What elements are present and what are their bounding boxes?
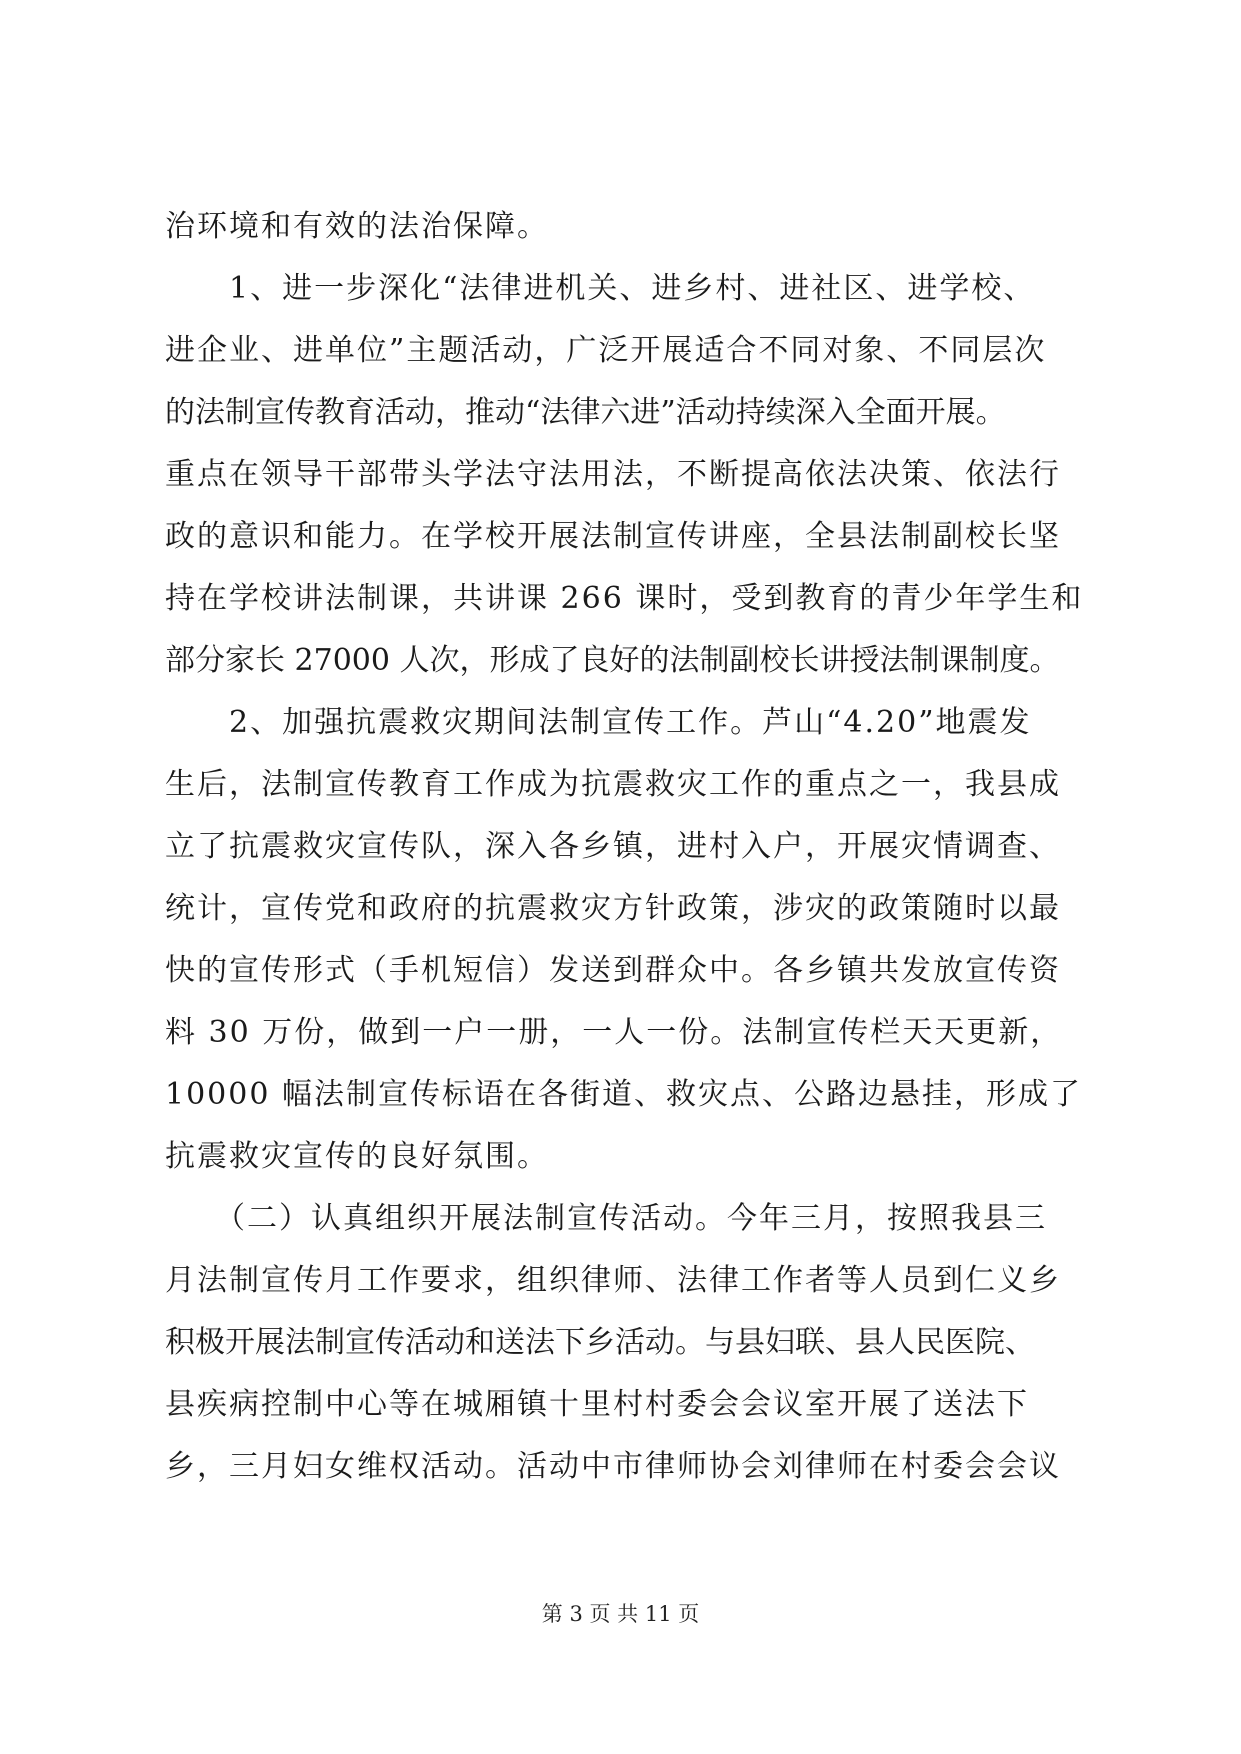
paragraph-start-line: 1、进一步深化“法律进机关、进乡村、进社区、进学校、 [229,271,1036,306]
text-line: 生后，法制宣传教育工作成为抗震救灾工作的重点之一，我县成 [165,767,1061,802]
text-line: 持在学校讲法制课，共讲课 266 课时，受到教育的青少年学生和 [165,581,1084,616]
text-line: 料 30 万份，做到一户一册，一人一份。法制宣传栏天天更新， [165,1015,1063,1050]
text-line: 统计，宣传党和政府的抗震救灾方针政策，涉灾的政策随时以最 [165,891,1061,926]
page-number-footer: 第 3 页 共 11 页 [541,1602,700,1626]
text-line: 月法制宣传月工作要求，组织律师、法律工作者等人员到仁义乡 [165,1263,1061,1298]
text-line: 抗震救灾宣传的良好氛围。 [165,1139,549,1174]
text-line: 进企业、进单位”主题活动，广泛开展适合不同对象、不同层次 [165,333,1047,368]
text-line: 快的宣传形式（手机短信）发送到群众中。各乡镇共发放宣传资 [165,953,1061,988]
paragraph-start-line: （二）认真组织开展法制宣传活动。今年三月，按照我县三 [215,1201,1047,1236]
text-line: 县疾病控制中心等在城厢镇十里村村委会会议室开展了送法下 [165,1387,1029,1422]
text-line: 立了抗震救灾宣传队，深入各乡镇，进村入户，开展灾情调查、 [165,829,1061,864]
text-line: 积极开展法制宣传活动和送法下乡活动。与县妇联、县人民医院、 [165,1325,1035,1360]
text-line: 重点在领导干部带头学法守法用法，不断提高依法决策、依法行 [165,457,1061,492]
text-line: 治环境和有效的法治保障。 [165,209,549,244]
text-line: 的法制宣传教育活动，推动“法律六进”活动持续深入全面开展。 [165,395,1006,430]
paragraph-start-line: 2、加强抗震救灾期间法制宣传工作。芦山“4.20”地震发 [229,705,1032,740]
text-line: 10000 幅法制宣传标语在各街道、救灾点、公路边悬挂，形成了 [165,1077,1082,1112]
text-line: 部分家长 27000 人次，形成了良好的法制副校长讲授法制课制度。 [165,643,1060,678]
text-line: 乡，三月妇女维权活动。活动中市律师协会刘律师在村委会会议 [165,1449,1061,1484]
text-line: 政的意识和能力。在学校开展法制宣传讲座，全县法制副校长坚 [165,519,1061,554]
